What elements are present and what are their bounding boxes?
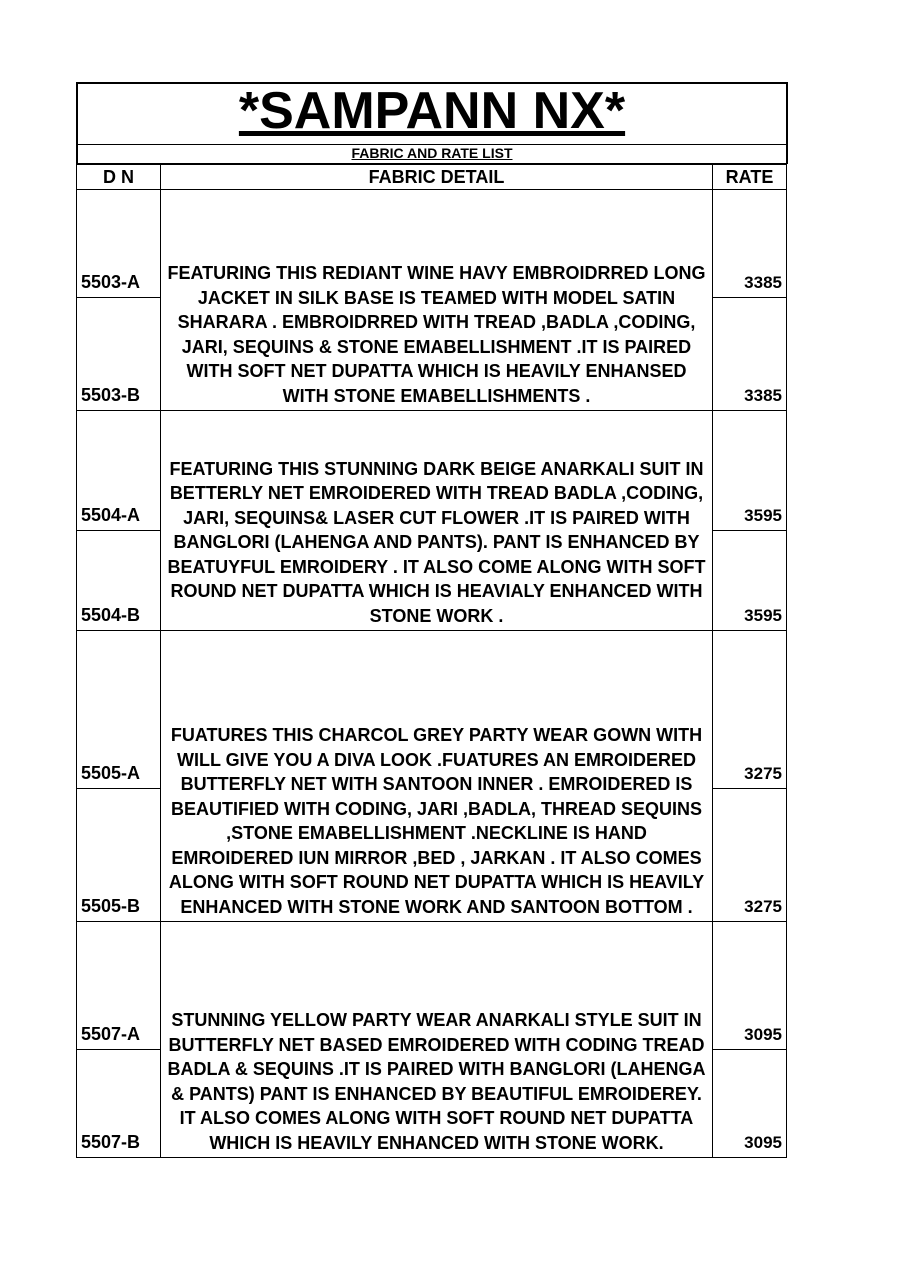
fabric-rate-table bbox=[76, 164, 787, 1158]
design-number: 5505-A bbox=[77, 631, 161, 789]
rate-value: 3275 bbox=[713, 631, 787, 789]
fabric-description bbox=[161, 190, 713, 411]
rate-value: 3385 bbox=[713, 190, 787, 298]
rate-value: 3095 bbox=[713, 922, 787, 1050]
page-title: *SAMPANN NX* bbox=[238, 82, 626, 140]
design-number: 5503-A bbox=[77, 190, 161, 298]
fabric-description bbox=[161, 631, 713, 922]
rate-header: RATE bbox=[713, 165, 787, 190]
dn-header: D N bbox=[77, 165, 161, 190]
design-number: 5503-B bbox=[77, 298, 161, 411]
table-row bbox=[77, 190, 787, 298]
fabric-description-text: STUNNING YELLOW PARTY WEAR ANARKALI STYLE SUIT IN BUTTERFLY NET BASED EMROIDERED WITH CODING TREAD BADLA & SEQUINS .IT IS PAIRED WITH BANGLORI (LAHENGA & PANTS) PANT IS ENHANCED BY BEAUTIFUL EMROIDEREY. IT ALSO COMES ALONG WITH SOFT ROUND NET DUPATTA WHICH IS HEAVILY ENHANCED WITH STONE WORK. bbox=[167, 1010, 706, 1153]
rate-value: 3095 bbox=[713, 1050, 787, 1158]
rate-value: 3275 bbox=[713, 789, 787, 922]
table-row bbox=[77, 631, 787, 789]
rate-value: 3595 bbox=[713, 411, 787, 531]
table-row bbox=[77, 411, 787, 531]
rate-value: 3385 bbox=[713, 298, 787, 411]
fabric-detail-header: FABRIC DETAIL bbox=[161, 165, 713, 190]
fabric-description-text: FUATURES THIS CHARCOL GREY PARTY WEAR GOWN WITH WILL GIVE YOU A DIVA LOOK .FUATURES AN EMROIDERED BUTTERFLY NET WITH SANTOON INNER . EMROIDERED IS BEAUTIFIED WITH CODING, JARI ,BADLA, THREAD SEQUINS ,STONE EMABELLISHMENT .NECKLINE IS HAND EMROIDERED IUN MIRROR ,BED , JARKAN . IT ALSO COMES ALONG WITH SOFT ROUND NET DUPATTA WHICH IS HEAVILY ENHANCED WITH STONE WORK AND SANTOON BOTTOM . bbox=[168, 725, 705, 917]
design-number: 5505-B bbox=[77, 789, 161, 922]
page-subtitle: FABRIC AND RATE LIST bbox=[351, 145, 513, 161]
fabric-description bbox=[161, 411, 713, 631]
fabric-description-text: FEATURING THIS STUNNING DARK BEIGE ANARKALI SUIT IN BETTERLY NET EMROIDERED WITH TREAD BADLA ,CODING, JARI, SEQUINS& LASER CUT FLOWER .IT IS PAIRED WITH BANGLORI (LAHENGA AND PANTS). PANT IS ENHANCED BY BEATUYFUL EMROIDERY . IT ALSO COME ALONG WITH SOFT ROUND NET DUPATTA WHICH IS HEAVIALY ENHANCED WITH STONE WORK . bbox=[167, 458, 706, 626]
subtitle-box bbox=[76, 143, 788, 164]
title-box bbox=[76, 82, 788, 145]
table-row bbox=[77, 922, 787, 1050]
design-number: 5504-A bbox=[77, 411, 161, 531]
fabric-description bbox=[161, 922, 713, 1158]
fabric-description-text: FEATURING THIS REDIANT WINE HAVY EMBROIDRRED LONG JACKET IN SILK BASE IS TEAMED WITH MODEL SATIN SHARARA . EMBROIDRRED WITH TREAD ,BADLA ,CODING, JARI, SEQUINS & STONE EMABELLISHMENT .IT IS PAIRED WITH SOFT NET DUPATTA WHICH IS HEAVILY ENHANSED WITH STONE EMABELLISHMENTS . bbox=[167, 263, 706, 406]
design-number: 5507-B bbox=[77, 1050, 161, 1158]
header-row bbox=[77, 165, 787, 190]
design-number: 5507-A bbox=[77, 922, 161, 1050]
design-number: 5504-B bbox=[77, 531, 161, 631]
rate-value: 3595 bbox=[713, 531, 787, 631]
